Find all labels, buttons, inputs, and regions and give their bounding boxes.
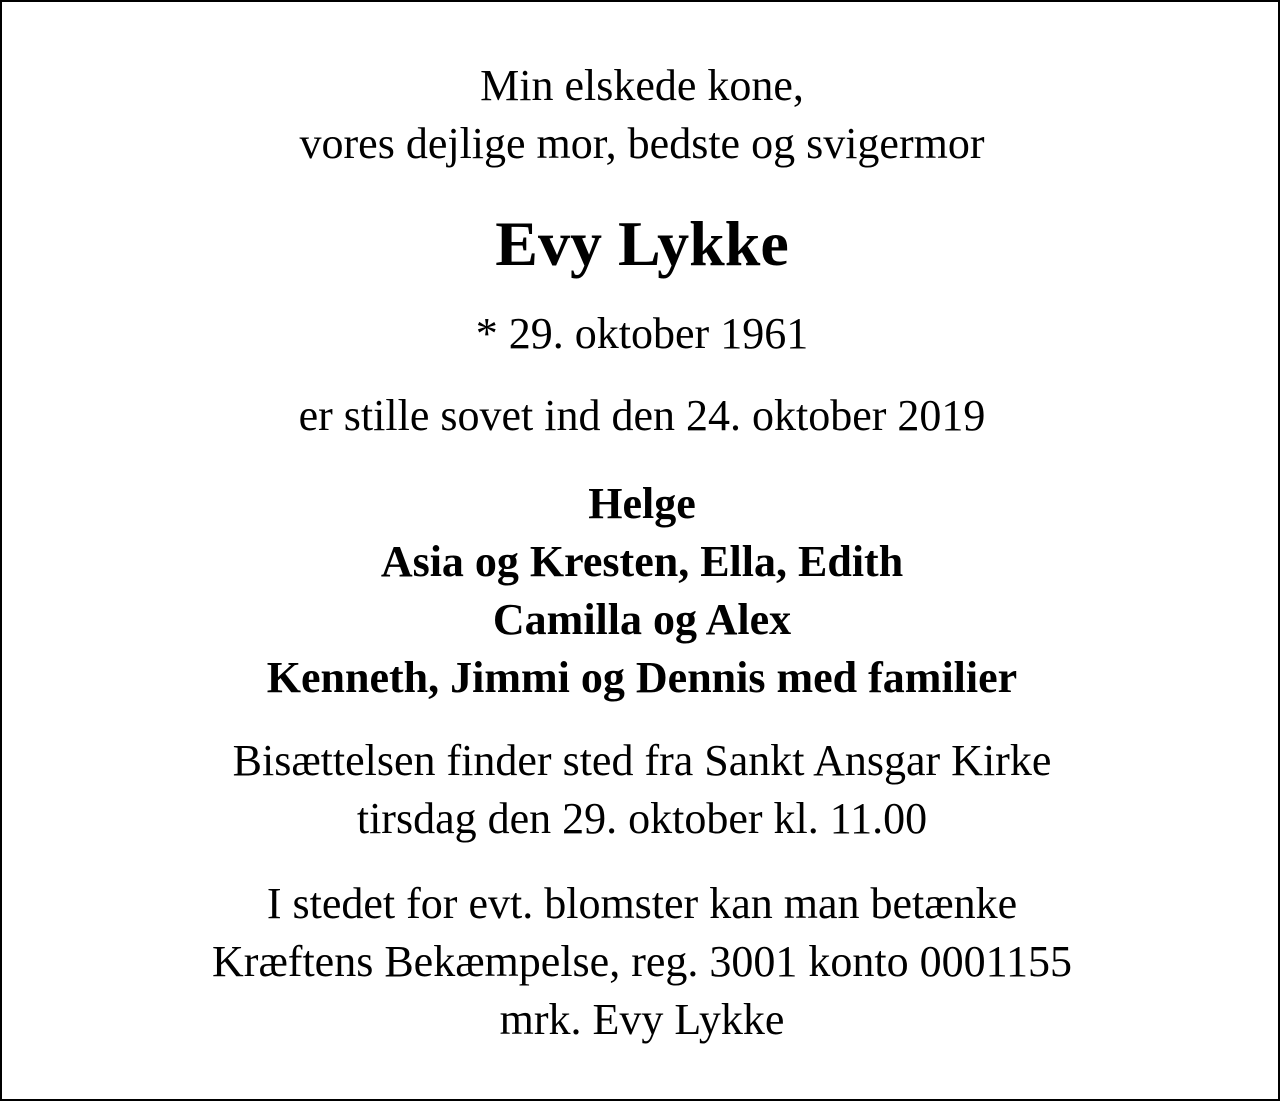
family-line-1: Helge: [588, 479, 696, 528]
donation-line-1: I stedet for evt. blomster kan man betænke: [266, 879, 1018, 928]
funeral-line-2: tirsdag den 29. oktober kl. 11.00: [356, 794, 928, 843]
family-line-2: Asia og Kresten, Ella, Edith: [380, 537, 904, 586]
family-line-3: Camilla og Alex: [492, 595, 792, 644]
family-line-4: Kenneth, Jimmi og Dennis med familier: [266, 653, 1018, 702]
funeral-line-1: Bisættelsen finder sted fra Sankt Ansgar Kirke: [232, 736, 1052, 785]
intro-line-1: Min elskede kone,: [480, 61, 804, 110]
donation-line-3: mrk. Evy Lykke: [499, 995, 785, 1044]
death-date: er stille sovet ind den 24. oktober 2019: [298, 391, 986, 440]
intro-line-2: vores dejlige mor, bedste og svigermor: [299, 119, 985, 168]
birth-date: * 29. oktober 1961: [475, 309, 809, 358]
donation-line-2: Kræftens Bekæmpelse, reg. 3001 konto 0001155: [212, 937, 1072, 986]
deceased-name: Evy Lykke: [495, 208, 789, 279]
